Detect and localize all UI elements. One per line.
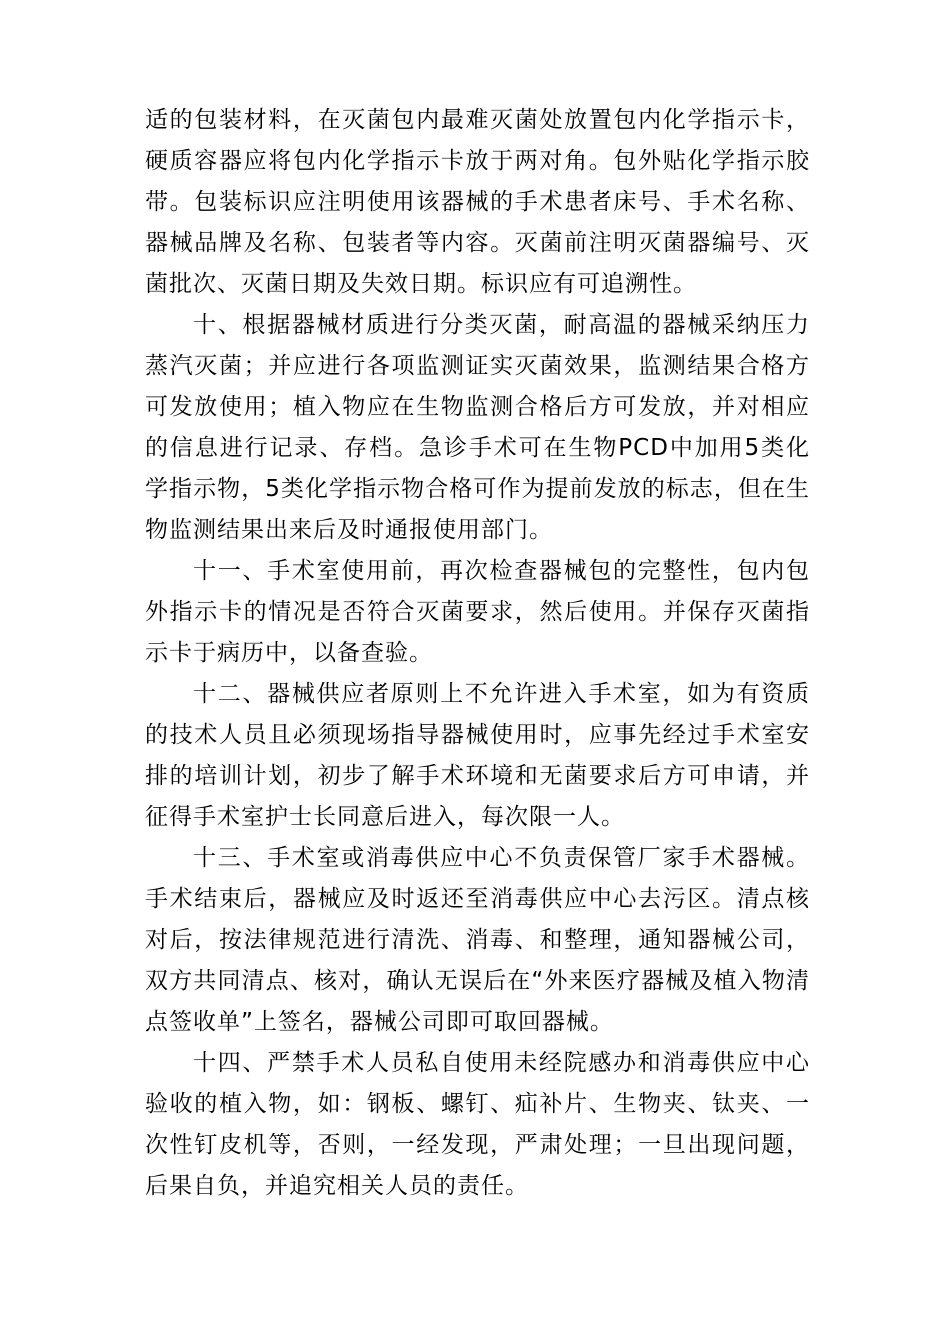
paragraph-item-14: 十四、严禁手术人员私自使用未经院感办和消毒供应中心验收的植入物，如：钢板、螺钉、疝补片、生物夹、钛夹、一次性钉皮机等，否则，一经发现，严肃处理；一旦出现问题，后果自负，并追究相关人员的责任。	[145, 1050, 810, 1199]
document-page	[145, 100, 810, 1207]
paragraph-item-12: 十二、器械供应者原则上不允许进入手术室，如为有资质的技术人员且必须现场指导器械使用时，应事先经过手术室安排的培训计划，初步了解手术环境和无菌要求后方可申请，并征得手术室护士长同意后进入，每次限一人。	[145, 681, 810, 830]
paragraph-item-10: 十、根据器械材质进行分类灭菌，耐高温的器械采纳压力蒸汽灭菌；并应进行各项监测证实灭菌效果，监测结果合格方可发放使用；植入物应在生物监测合格后方可发放，并对相应的信息进行记录、存档。急诊手术可在生物PCD中加用5类化学指示物，5类化学指示物合格可作为提前发放的标志，但在生物监测结果出来后及时通报使用部门。	[145, 312, 810, 543]
paragraph-item-11: 十一、手术室使用前，再次检查器械包的完整性，包内包外指示卡的情况是否符合灭菌要求，然后使用。并保存灭菌指示卡于病历中，以备查验。	[145, 558, 810, 666]
paragraph-continued-packaging: 适的包装材料，在灭菌包内最难灭菌处放置包内化学指示卡，硬质容器应将包内化学指示卡放于两对角。包外贴化学指示胶带。包装标识应注明使用该器械的手术患者床号、手术名称、器械品牌及名称、包装者等内容。灭菌前注明灭菌器编号、灭菌批次、灭菌日期及失效日期。标识应有可追溯性。	[145, 107, 810, 297]
paragraph-item-13: 十三、手术室或消毒供应中心不负责保管厂家手术器械。手术结束后，器械应及时返还至消毒供应中心去污区。清点核对后，按法律规范进行清洗、消毒、和整理，通知器械公司，双方共同清点、核对，确认无误后在“外来医疗器械及植入物清点签收单”上签名，器械公司即可取回器械。	[145, 845, 810, 1035]
